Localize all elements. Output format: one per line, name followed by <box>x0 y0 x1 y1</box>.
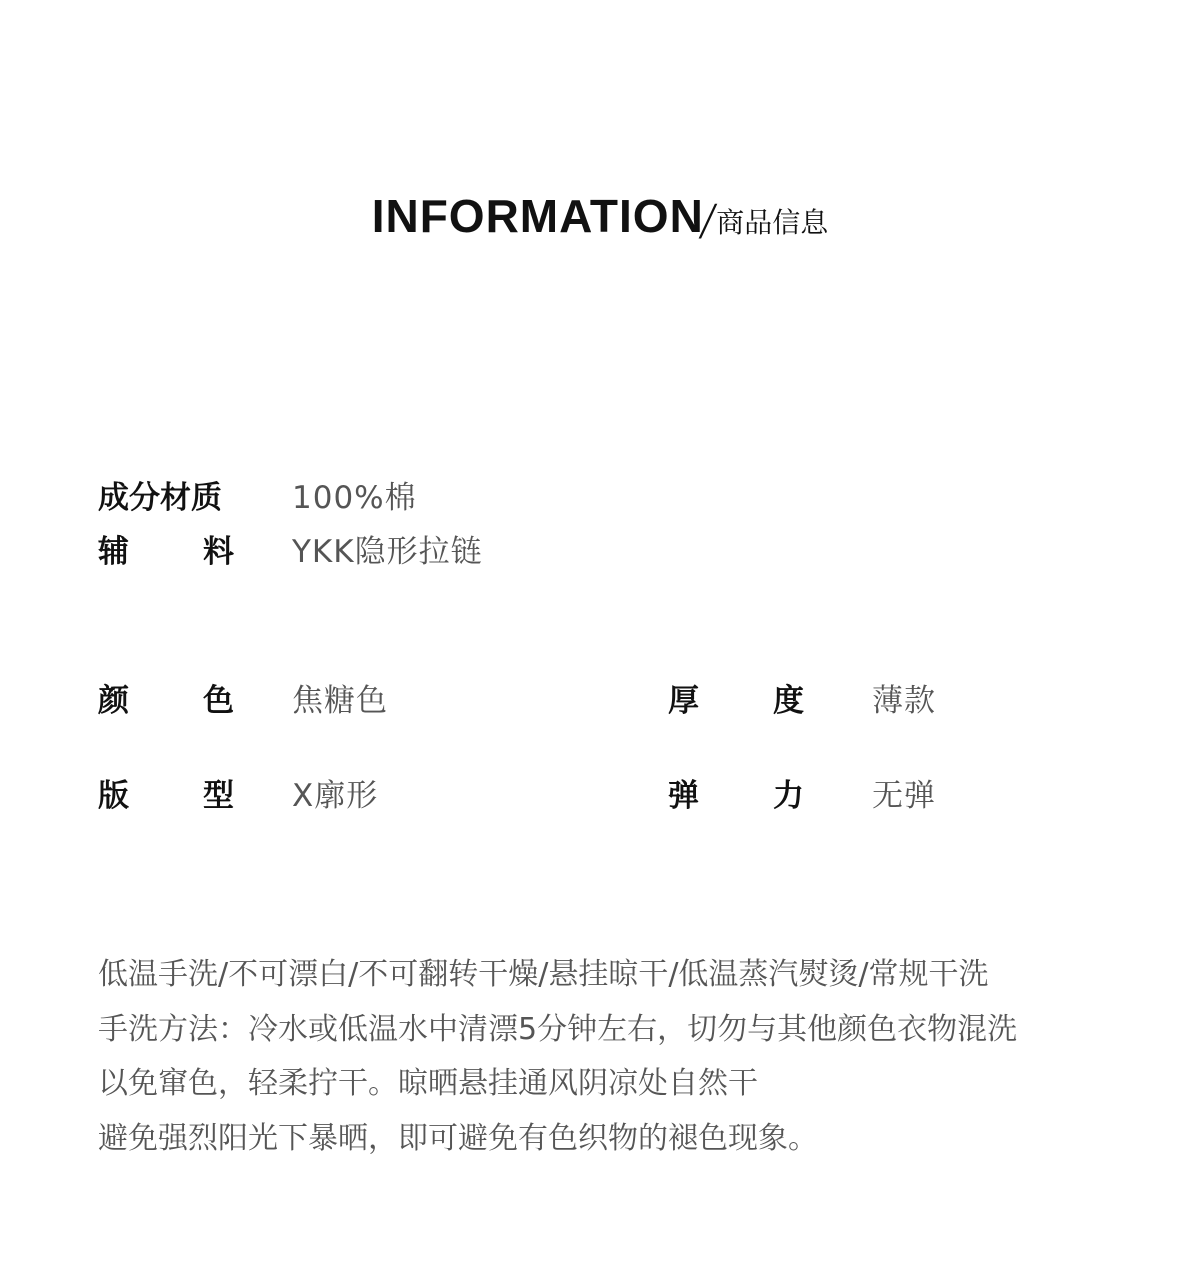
spec-label-elasticity-char2: 力 <box>773 778 804 814</box>
spec-label-composition: 成分材质 <box>98 480 222 516</box>
title-english: INFORMATION <box>371 190 704 242</box>
page-title <box>0 186 1200 250</box>
spec-label-color <box>98 681 234 721</box>
spec-label-accessories <box>98 532 234 572</box>
care-instructions <box>98 948 1108 1166</box>
care-line: 低温手洗/不可漂白/不可翻转干燥/悬挂晾干/低温蒸汽熨烫/常规干洗 <box>98 957 989 992</box>
care-line: 手洗方法：冷水或低温水中清漂5分钟左右，切勿与其他颜色衣物混洗 <box>98 1011 1018 1047</box>
spec-label-thickness-char2: 度 <box>773 683 804 719</box>
spec-label-fit <box>98 776 234 816</box>
spec-value-accessories: YKK隐形拉链 <box>292 534 483 570</box>
spec-label-elasticity <box>668 776 804 816</box>
spec-label-thickness <box>668 681 804 721</box>
spec-value-fit: X廓形 <box>292 778 379 814</box>
title-slash: / <box>700 193 714 250</box>
title-chinese: 商品信息 <box>716 206 829 239</box>
spec-label-accessories-char2: 料 <box>203 534 234 570</box>
spec-label-thickness-char1: 厚 <box>668 683 699 719</box>
spec-label-elasticity-char1: 弹 <box>668 778 699 814</box>
spec-label-fit-char1: 版 <box>98 778 129 814</box>
spec-value-thickness: 薄款 <box>872 683 936 719</box>
care-line: 避免强烈阳光下暴晒，即可避免有色织物的褪色现象。 <box>98 1120 818 1156</box>
care-line: 以免窜色，轻柔拧干。晾晒悬挂通风阴凉处自然干 <box>98 1066 758 1101</box>
spec-value-color: 焦糖色 <box>292 683 388 719</box>
spec-label-color-char1: 颜 <box>98 683 129 719</box>
spec-value-elasticity: 无弹 <box>872 778 936 814</box>
spec-label-accessories-char1: 辅 <box>98 534 129 570</box>
spec-label-fit-char2: 型 <box>203 778 234 814</box>
spec-label-color-char2: 色 <box>203 683 234 719</box>
spec-value-composition: 100%棉 <box>292 480 417 516</box>
